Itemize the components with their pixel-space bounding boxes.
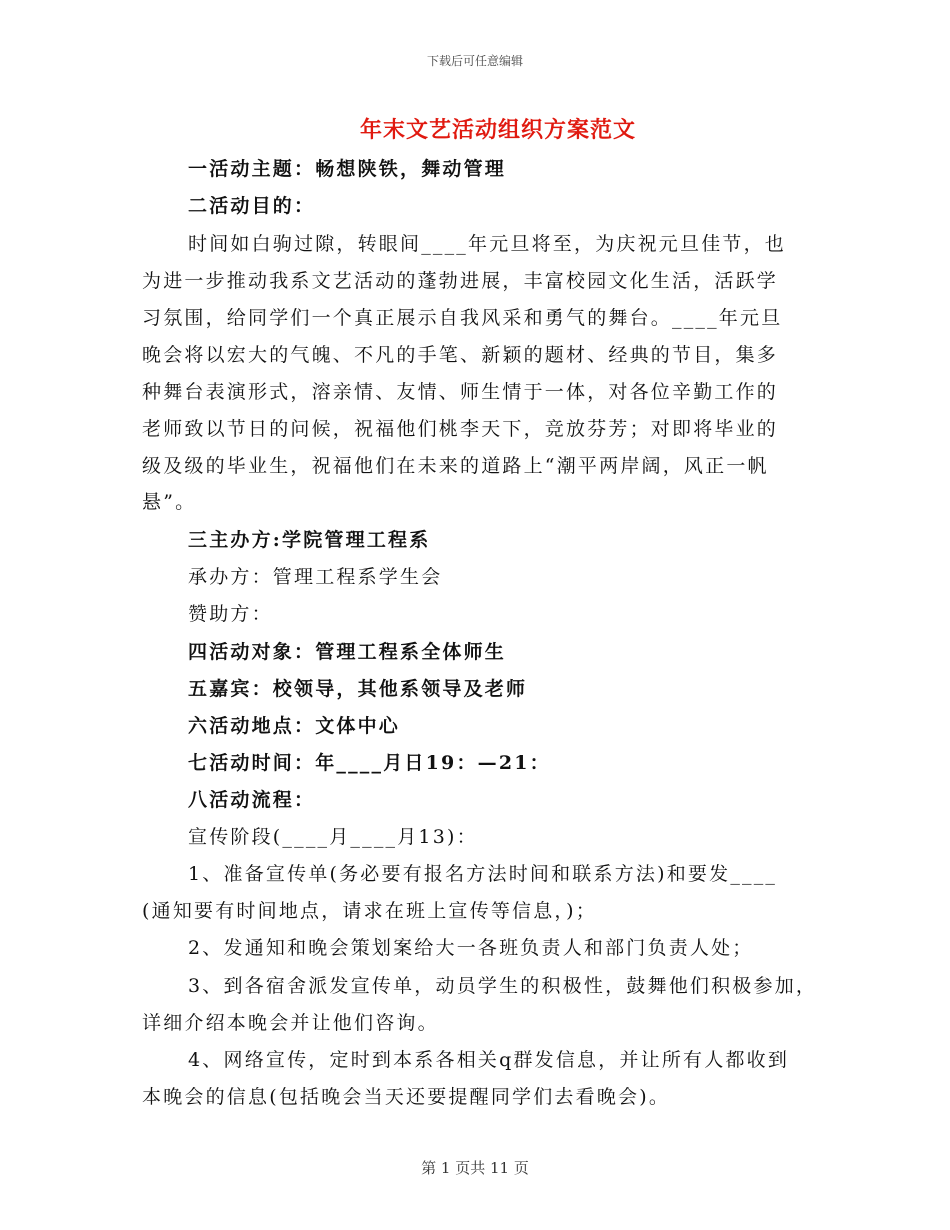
sponsor-line: 赞助方： xyxy=(188,603,273,625)
list-item: 3、到各宿舍派发宣传单，动员学生的积极性，鼓舞他们积极参加， xyxy=(188,975,818,997)
list-item-continuation: 本晚会的信息(包括晚会当天还要提醒同学们去看晚会)。 xyxy=(142,1086,671,1108)
list-item: 4、网络宣传，定时到本系各相关q群发信息，并让所有人都收到 xyxy=(188,1049,790,1071)
paragraph-line: 时间如白驹过隙，转眼间____年元旦将至，为庆祝元旦佳节，也 xyxy=(188,233,787,255)
list-item-continuation: 详细介绍本晚会并让他们咨询。 xyxy=(142,1012,439,1034)
page-header-note: 下载后可任意编辑 xyxy=(426,54,523,68)
section-theme: 一活动主题：畅想陕铁，舞动管理 xyxy=(188,158,507,180)
list-item-continuation: (通知要有时间地点，请求在班上宣传等信息，)； xyxy=(142,900,597,922)
document-title: 年末文艺活动组织方案范文 xyxy=(359,117,636,143)
section-purpose-heading: 二活动目的： xyxy=(188,195,316,217)
section-location: 六活动地点：文体中心 xyxy=(188,715,401,737)
co-organizer-line: 承办方：管理工程系学生会 xyxy=(188,566,443,588)
section-process: 八活动流程： xyxy=(188,789,316,811)
promotion-stage-line: 宣传阶段(____月____月13)： xyxy=(188,826,478,848)
section-audience: 四活动对象：管理工程系全体师生 xyxy=(188,641,507,663)
list-item: 1、准备宣传单(务必要有报名方法时间和联系方法)和要发____ xyxy=(188,863,778,885)
paragraph-line: 为进一步推动我系文艺活动的蓬勃进展，丰富校园文化生活，活跃学 xyxy=(142,270,779,292)
page-number-footer: 第 1 页共 11 页 xyxy=(421,1159,529,1177)
list-item: 2、发通知和晚会策划案给大一各班负责人和部门负责人处； xyxy=(188,937,754,959)
paragraph-line: 老师致以节日的问候，祝福他们桃李天下，竞放芬芳；对即将毕业的 xyxy=(142,418,779,440)
section-guests: 五嘉宾：校领导，其他系领导及老师 xyxy=(188,678,528,700)
paragraph-line: 晚会将以宏大的气魄、不凡的手笔、新颖的题材、经典的节目，集多 xyxy=(142,344,779,366)
section-organizer: 三主办方:学院管理工程系 xyxy=(188,529,431,551)
section-time: 七活动时间：年____月日19：—21： xyxy=(188,752,551,774)
paragraph-line: 级及级的毕业生，祝福他们在未来的道路上“潮平两岸阔，风正一帆 xyxy=(142,455,769,477)
paragraph-line: 种舞台表演形式，溶亲情、友情、师生情于一体，对各位辛勤工作的 xyxy=(142,381,779,403)
paragraph-line: 习氛围，给同学们一个真正展示自我风采和勇气的舞台。____年元旦 xyxy=(142,307,783,329)
paragraph-line: 悬”。 xyxy=(142,491,197,513)
